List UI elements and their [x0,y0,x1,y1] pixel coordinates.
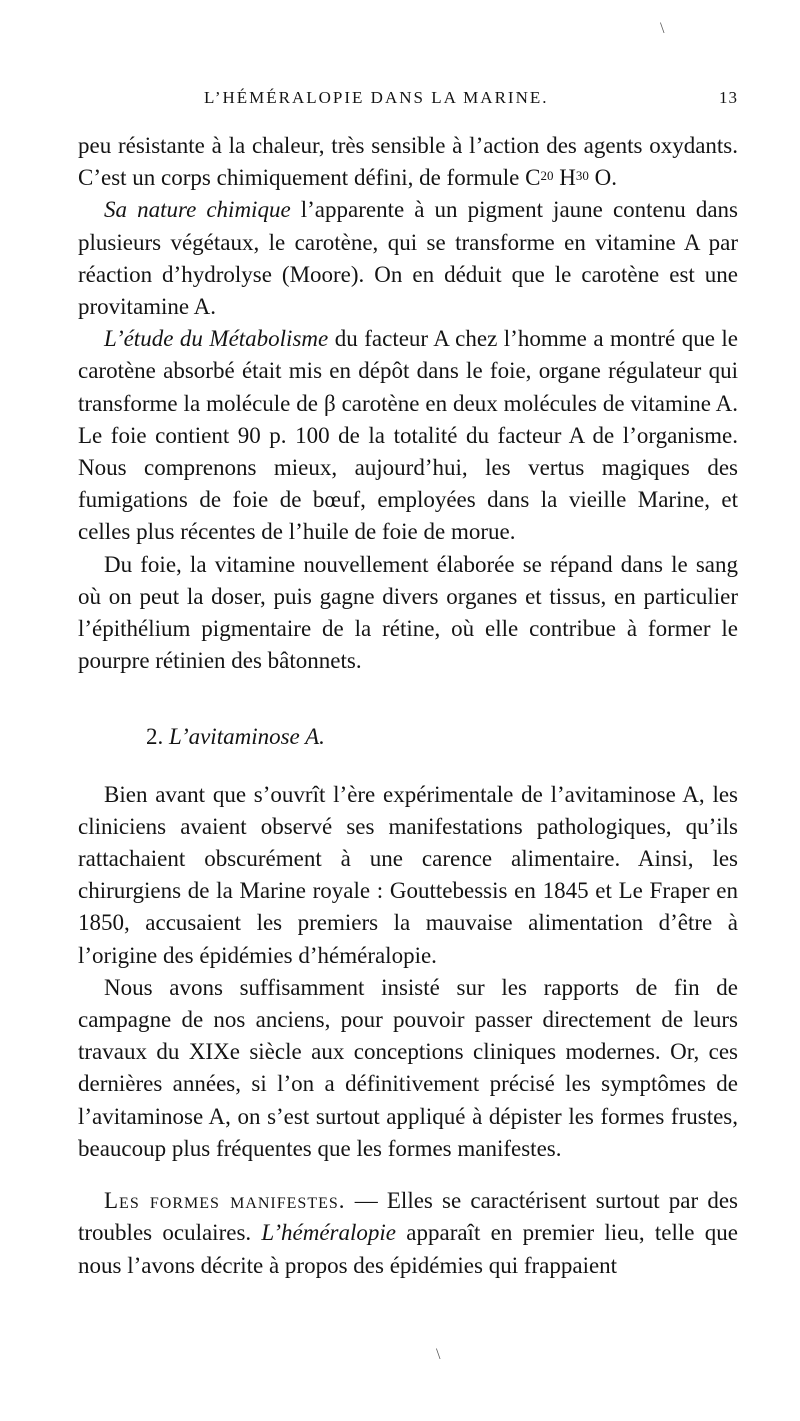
paragraph-3-text: du facteur A chez l’homme a montré que le carotène absorbé était mis en dépôt dans le foie, organe régulateur qui transforme la molécule de β carotène en deux molécules de vitamine A. Le foie contient 90 p. 100 de la totalité du facteur A de l’organisme. Nous comprenons mieux, aujourd’hui, les vertus magiques des fumigations de foie de bœuf, employées dans la vieille Marine, et celles plus récentes de l’huile de foie de morue. [78,326,739,545]
body-text [78,130,738,1282]
formula-o: O. [588,165,617,191]
formula-h: H [553,165,576,191]
scan-speck: \ [436,1346,441,1363]
paragraph-7-dash-text: — Elles se caractérisent surtout par des troubles oculaires. [78,1188,738,1246]
paragraph-7-term: L’héméralopie [261,1220,396,1246]
running-head [78,88,738,118]
section-heading [78,721,738,753]
paragraph-7-text: apparaît en premier lieu, telle que nous l’avons décrite à propos des épidémies qui frappaient [78,1220,738,1278]
paragraph-1 [78,130,738,194]
paragraph-3-lead: L’étude du Métabolisme [104,326,329,352]
paragraph-2 [78,194,738,323]
paragraph-2-text: l’apparente à un pigment jaune contenu dans plusieurs végétaux, le carotène, qui se transforme en vitamine A par réaction d’hydrolyse (Moore). On en déduit que le carotène est une provitamine A. [78,197,738,320]
paragraph-1-text: peu résistante à la chaleur, très sensible à l’action des agents oxydants. C’est un corps chimiquement défini, de formule C [78,133,738,191]
paragraph-6: Nous avons suffisamment insisté sur les rapports de fin de campagne de nos anciens, pour pouvoir passer directement de leurs travaux du XIXe siècle aux conceptions cliniques modernes. Or, ces dernières années, si l’on a définitivement précisé les symptômes de l’avitaminose A, on s’est surtout appliqué à dépister les formes frustes, beaucoup plus fréquentes que les formes manifestes. [78,974,738,1161]
carbon-subscript: 20 [540,168,554,184]
paragraph-4: Du foie, la vitamine nouvellement élaborée se répand dans le sang où on peut la doser, puis gagne divers organes et tissus, en particulier l’épithélium pigmentaire de la rétine, où elle contribue à former le pourpre rétinien des bâtonnets. [78,551,738,674]
paragraph-5: Bien avant que s’ouvrît l’ère expérimentale de l’avitaminose A, les cliniciens avaient observé ses manifestations pathologiques, qu’ils rattachaient obscurément à une carence alimentaire. Ainsi, les chirurgiens de la Marine royale : Gouttebessis en 1845 et Le Fraper en 1850, accusaient les premiers la mauvaise alimentation d’être à l’origine des épidémies d’héméralopie. [78,781,738,968]
subsection-label: Les formes manifestes. [104,1188,346,1214]
scan-speck: \ [660,20,665,37]
paragraph-3 [78,323,738,548]
paragraph-2-lead: Sa nature chimique [104,197,291,223]
running-title: L’HÉMÉRALOPIE DANS LA MARINE. [204,88,549,107]
paragraph-7 [78,1185,738,1282]
section-number: 2. [146,724,169,750]
hydrogen-subscript: 30 [575,168,589,184]
section-title: L’avitaminose A. [169,724,325,750]
page-number: 13 [719,88,738,107]
